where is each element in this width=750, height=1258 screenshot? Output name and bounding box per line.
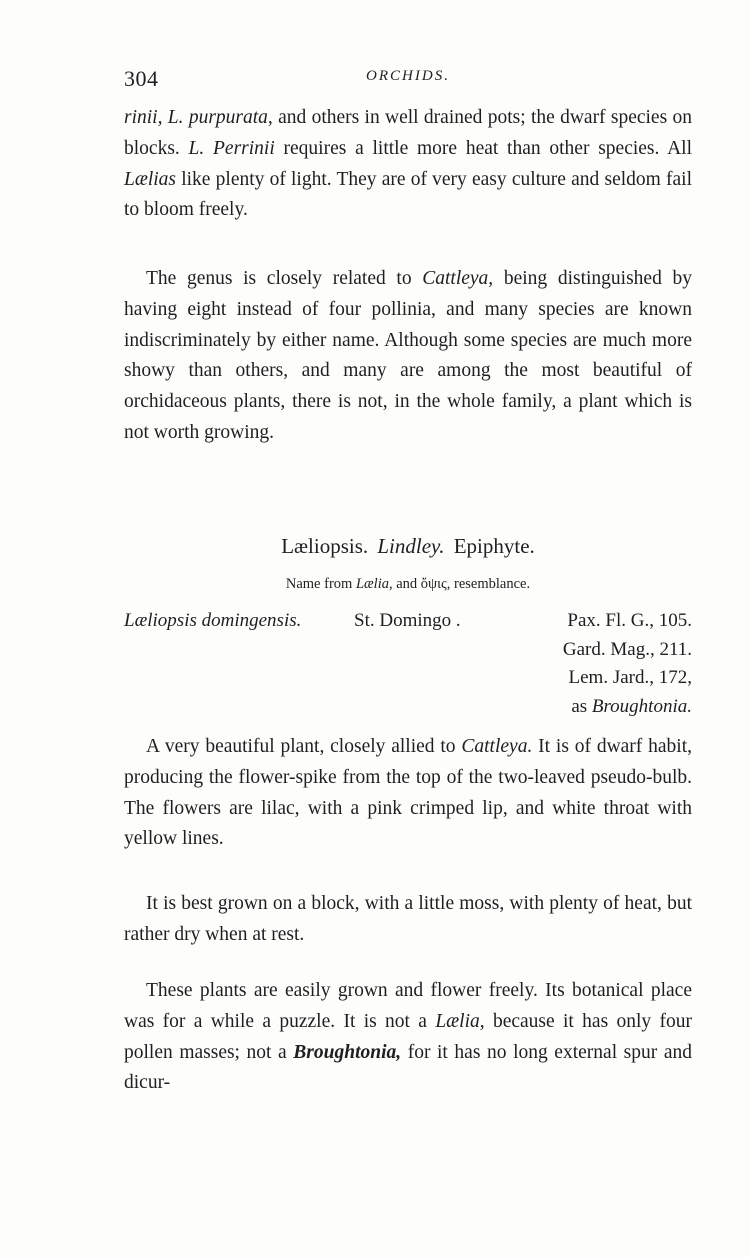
genus-ref-laelia: Lælia, xyxy=(355,576,393,592)
text-run: and ὄψις, resemblance. xyxy=(392,576,531,592)
text-run: It is of dwarf habit, producing the flower-spike from the top of the two-leaved pseudo-bulb. The flowers are lilac, with a pink crimped lip, and white throat with yellow lines. xyxy=(124,736,692,850)
text-run: Name from xyxy=(285,576,356,592)
genus-habit: Epiphyte. xyxy=(453,534,535,558)
text-run: The genus is closely related to xyxy=(146,268,423,289)
paragraph-botany xyxy=(124,976,692,1099)
genus-name: Læliopsis. xyxy=(281,534,369,558)
etymology-note xyxy=(124,576,692,593)
species-ref-perrinii: L. Perrinii xyxy=(188,137,275,159)
reference: Lem. Jard., 172, xyxy=(568,667,692,688)
genus-author: Lindley. xyxy=(377,534,445,558)
text-run: and others in well drained pots; the dwarf species on blocks. xyxy=(124,107,692,159)
genus-heading xyxy=(124,534,692,559)
reference-synonym-line xyxy=(520,693,692,722)
species-locality: St. Domingo . xyxy=(354,610,461,631)
genus-ref-laelia: Lælia, xyxy=(435,1010,485,1032)
text-run: requires a little more heat than other species. All xyxy=(274,137,692,159)
running-head: ORCHIDS. xyxy=(366,68,450,84)
text-run: for it has no long external spur and dicur- xyxy=(124,1041,692,1094)
synonym-broughtonia: Broughtonia. xyxy=(591,695,692,717)
page-header xyxy=(124,66,692,96)
species-entry xyxy=(124,607,692,732)
species-ref-rinii: rinii, L. purpurata, xyxy=(124,107,273,128)
genus-ref-cattleya: Cattleya. xyxy=(461,736,533,757)
text-run: These plants are easily grown and flower freely. Its botanical place was for a while a puzzle. It is not a xyxy=(124,980,692,1032)
text-run: A very beautiful plant, closely allied to xyxy=(146,736,462,757)
text-run: being distinguished by having eight instead of four pollinia, and many species are known indiscriminately by either name. Although some species are much more showy than others, and many are among the most beautiful of orchidaceous plants, there is not, in the whole family, a plant which is not worth growing. xyxy=(124,268,692,443)
species-name: Læliopsis domingensis. xyxy=(124,610,302,631)
genus-ref-laelias: Lælias xyxy=(124,168,177,190)
paragraph-description xyxy=(124,732,692,855)
paragraph-growing: It is best grown on a block, with a little moss, with plenty of heat, but rather dry when at rest. xyxy=(124,893,692,945)
genus-ref-cattleya: Cattleya, xyxy=(422,268,494,289)
text-run: like plenty of light. They are of very easy culture and seldom fail to bloom freely. xyxy=(124,168,692,221)
paragraph-culture xyxy=(124,103,692,226)
genus-ref-broughtonia: Broughtonia, xyxy=(293,1041,402,1063)
species-references xyxy=(520,607,692,721)
reference: Gard. Mag., 211. xyxy=(562,638,692,660)
page-number: 304 xyxy=(124,66,159,91)
paragraph-genus-relation xyxy=(124,264,692,449)
text-run: as xyxy=(571,695,592,717)
reference: Pax. Fl. G., 105. xyxy=(567,610,692,631)
text-run: because it has only four pollen masses; not a xyxy=(124,1010,692,1063)
